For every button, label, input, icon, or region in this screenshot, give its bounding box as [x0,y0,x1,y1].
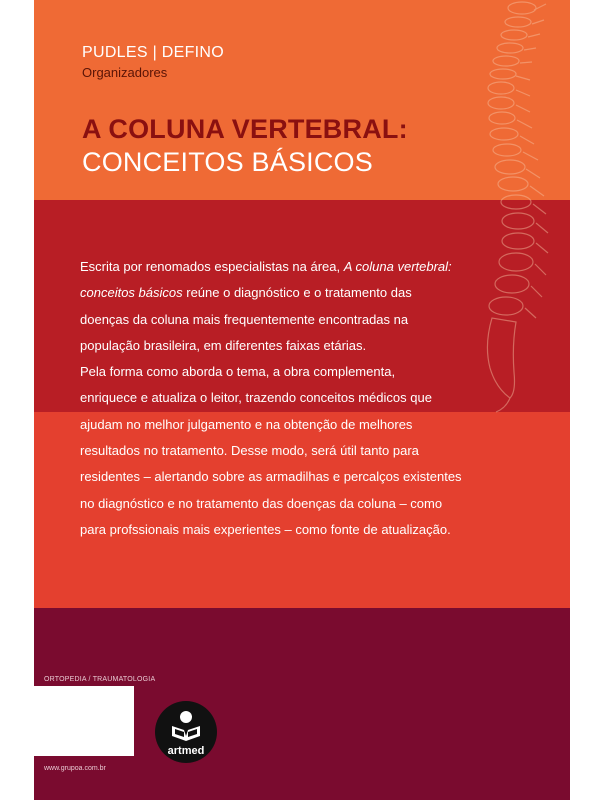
artmed-logo [154,700,218,764]
synopsis-line: no diagnóstico e no tratamento das doenças da coluna – como [80,495,443,511]
synopsis [80,254,530,543]
synopsis-line: conceitos básicos reúne o diagnóstico e o tratamento das [80,285,412,301]
book-title-line-1: A COLUNA VERTEBRAL: [82,114,408,144]
category-label: ORTOPEDIA / TRAUMATOLOGIA [44,676,156,683]
synopsis-line: Escrita por renomados especialistas na área, A coluna vertebral: [80,259,452,274]
authors: PUDLES | DEFINO [82,44,225,61]
book-title-line-2: CONCEITOS BÁSICOS [82,147,373,177]
organizers-label: Organizadores [82,65,168,80]
synopsis-line: resultados no tratamento. Desse modo, será útil tanto para [80,443,419,459]
barcode-area [34,686,134,756]
synopsis-line: enriquece e atualiza o leitor, trazendo conceitos médicos que [80,390,432,406]
synopsis-line: população brasileira, em diferentes faixas etárias. [80,337,367,353]
book-title-inline: conceitos básicos [80,285,183,301]
publisher-name: artmed [167,745,205,757]
book-back-cover [34,0,570,800]
website-url[interactable]: www.grupoa.com.br [44,765,106,772]
synopsis-line: residentes – alertando sobre as armadilhas e percalços existentes [80,469,462,485]
synopsis-line: para profssionais mais experientes – como fonte de atualização. [80,521,451,537]
book-title-inline: A coluna vertebral: [343,259,452,274]
synopsis-line: doenças da coluna mais frequentemente encontradas na [80,311,409,327]
synopsis-line: ajudam no melhor julgamento e na obtenção de melhores [80,416,413,432]
synopsis-line: Pela forma como aborda o tema, a obra complementa, [80,364,396,380]
